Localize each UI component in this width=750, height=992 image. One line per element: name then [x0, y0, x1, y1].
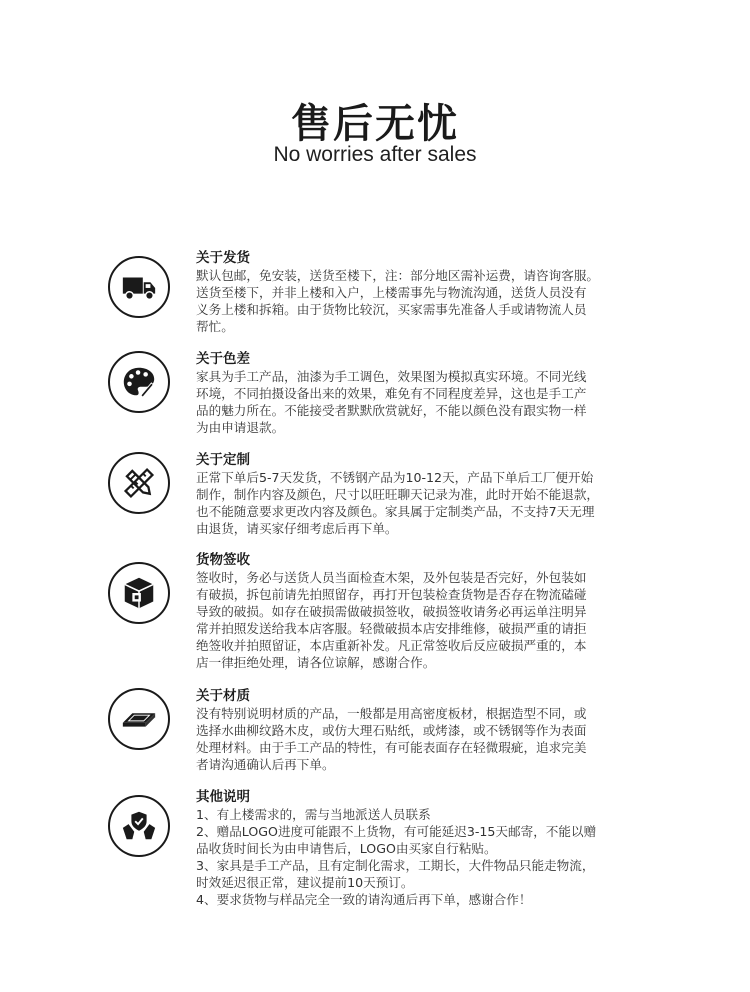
section-line: 没有特别说明材质的产品，一般都是用高密度板材，根据造型不同，或 — [196, 706, 587, 721]
page-title: 售后无忧 — [291, 101, 459, 147]
section-line: 帮忙。 — [196, 319, 234, 334]
hands-shield-icon-circle — [108, 795, 170, 857]
board-icon-circle — [108, 688, 170, 750]
section-line: 2、赠品LOGO进度可能跟不上货物，有可能延迟3-15天邮寄，不能以赠 — [196, 824, 597, 839]
page-subtitle: No worries after sales — [273, 143, 477, 166]
section-title: 其他说明 — [196, 789, 250, 805]
truck-icon-circle — [108, 256, 170, 318]
section-line: 处理材料。由于手工产品的特性，有可能表面存在轻微瑕疵，追求完美 — [196, 740, 587, 755]
section-line: 品收货时间长为由申请售后，LOGO由买家自行粘贴。 — [196, 841, 497, 856]
section-body — [196, 806, 646, 908]
section-line: 选择水曲柳纹路木皮，或仿大理石贴纸，或烤漆，或不锈钢等作为表面 — [196, 723, 587, 738]
section-line: 签收时，务必与送货人员当面检查木架，及外包装是否完好，外包装如 — [196, 570, 587, 585]
section-line: 者请沟通确认后再下单。 — [196, 757, 335, 772]
palette-icon — [120, 363, 158, 401]
section-line: 正常下单后5-7天发货，不锈钢产品为10-12天，产品下单后工厂便开始 — [196, 470, 594, 485]
section-line: 默认包邮，免安装，送货至楼下，注：部分地区需补运费，请咨询客服。 — [196, 268, 599, 283]
section-body — [196, 267, 646, 335]
section-title: 关于色差 — [196, 351, 250, 367]
section-line: 常并拍照发送给我本店客服。轻微破损本店安排维修，破损严重的请拒 — [196, 621, 587, 636]
section-body — [196, 569, 646, 671]
section-line: 绝签收并拍照留证，本店重新补发。凡正常签收后反应破损严重的，本 — [196, 638, 587, 653]
section-line: 制作，制作内容及颜色，尺寸以旺旺聊天记录为准，此时开始不能退款， — [196, 487, 599, 502]
section-line: 4、要求货物与样品完全一致的请沟通后再下单，感谢合作！ — [196, 892, 532, 907]
section-line: 导致的破损。如存在破损需做破损签收，破损签收请务必再运单注明异 — [196, 604, 587, 619]
hands-shield-icon — [120, 807, 158, 845]
section-line: 品的魅力所在。不能接受者默默欣赏就好，不能以颜色没有跟实物一样 — [196, 403, 587, 418]
truck-icon — [120, 268, 158, 306]
section-line: 有破损，拆包前请先拍照留存，再打开包装检查货物是否存在物流磕碰 — [196, 587, 587, 602]
section-title: 关于材质 — [196, 688, 250, 704]
section-line: 店一律拒绝处理，请各位谅解，感谢合作。 — [196, 655, 436, 670]
section-title: 货物签收 — [196, 552, 250, 568]
section-line: 3、家具是手工产品，且有定制化需求，工期长，大件物品只能走物流， — [196, 858, 595, 873]
section-line: 家具为手工产品，油漆为手工调色，效果图为模拟真实环境。不同光线 — [196, 369, 587, 384]
board-icon — [120, 700, 158, 738]
pencil-ruler-icon — [120, 464, 158, 502]
section-line: 时效延迟很正常，建议提前10天预订。 — [196, 875, 414, 890]
section-body — [196, 368, 646, 436]
package-icon — [120, 574, 158, 612]
package-icon-circle — [108, 562, 170, 624]
pencil-ruler-icon-circle — [108, 452, 170, 514]
section-line: 送货至楼下，并非上楼和入户，上楼需事先与物流沟通，送货人员没有 — [196, 285, 587, 300]
section-line: 环境，不同拍摄设备出来的效果，难免有不同程度差异，这也是手工产 — [196, 386, 587, 401]
section-title: 关于定制 — [196, 452, 250, 468]
section-line: 1、有上楼需求的，需与当地派送人员联系 — [196, 807, 431, 822]
section-line: 也不能随意要求更改内容及颜色。家具属于定制类产品，不支持7天无理 — [196, 504, 595, 519]
section-body — [196, 705, 646, 773]
section-line: 为由申请退款。 — [196, 420, 285, 435]
palette-icon-circle — [108, 351, 170, 413]
section-body — [196, 469, 646, 537]
section-title: 关于发货 — [196, 250, 250, 266]
section-line: 义务上楼和拆箱。由于货物比较沉，买家需事先准备人手或请物流人员 — [196, 302, 587, 317]
section-line: 由退货，请买家仔细考虑后再下单。 — [196, 521, 398, 536]
